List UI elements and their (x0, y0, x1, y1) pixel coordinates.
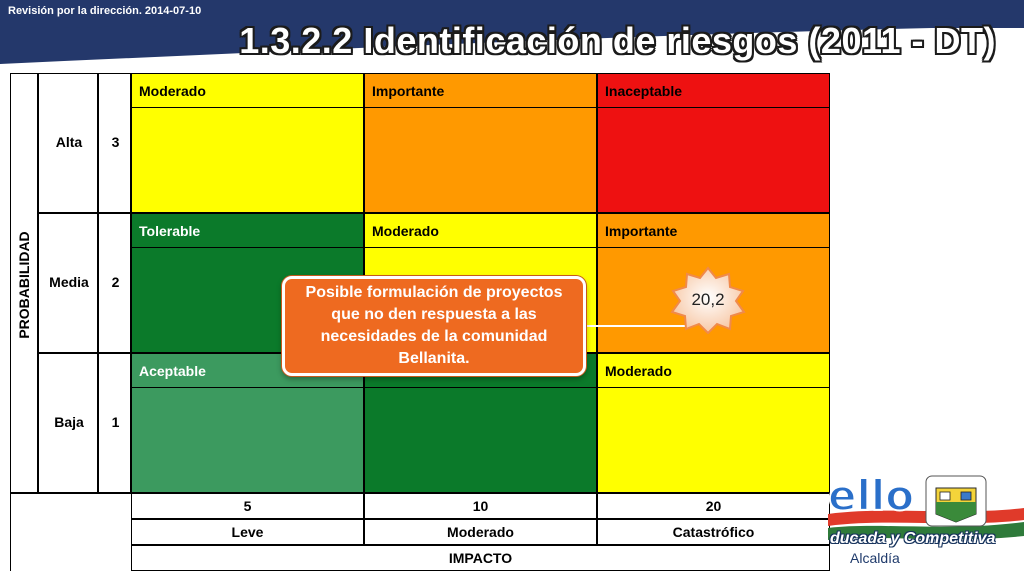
risk-level-label: Moderado (605, 363, 672, 379)
risk-level-label: Inaceptable (605, 83, 683, 99)
probability-level-label: Media (49, 274, 89, 290)
impact-label-1 (131, 519, 364, 545)
risk-cell-header (598, 354, 829, 388)
impact-value: 5 (243, 498, 252, 514)
probability-value: 2 (111, 274, 120, 290)
risk-callout: Posible formulación de proyectos que no den respuesta a las necesidades de la comunidad Bellanita. (282, 276, 586, 376)
risk-badge-value: 20,2 (691, 290, 725, 309)
impact-value-1 (131, 493, 364, 519)
impact-label-3 (597, 519, 830, 545)
impact-label-2 (364, 519, 597, 545)
risk-level-label: Tolerable (139, 223, 201, 239)
probability-level-3 (38, 353, 98, 493)
probability-level-1 (38, 73, 98, 213)
risk-level-label: Importante (605, 223, 678, 239)
impact-label: Leve (231, 524, 264, 540)
risk-level-label: Moderado (372, 223, 439, 239)
probability-value-3 (98, 353, 131, 493)
risk-level-label: Aceptable (139, 363, 206, 379)
risk-level-label: Moderado (139, 83, 206, 99)
impact-value: 20 (705, 498, 722, 514)
risk-cell-1-1 (131, 73, 364, 213)
risk-cell-1-3 (597, 73, 830, 213)
logo-slogan: ducada y Competitiva (830, 530, 996, 547)
impact-value-3 (597, 493, 830, 519)
risk-cell-header (365, 214, 596, 248)
probability-value: 1 (111, 414, 120, 430)
impact-axis-label: IMPACTO (448, 550, 513, 566)
risk-cell-3-3 (597, 353, 830, 493)
logo-brand-text: ello (828, 471, 915, 520)
probability-value: 3 (111, 134, 120, 150)
probability-value-1 (98, 73, 131, 213)
matrix-corner (10, 493, 131, 571)
risk-cell-header (132, 214, 363, 248)
impact-value: 10 (472, 498, 489, 514)
probability-level-2 (38, 213, 98, 353)
logo-alcaldia-text: Alcaldía (850, 550, 900, 566)
slide-title: 1.3.2.2 Identificación de riesgos (2011 - DT) (239, 20, 996, 61)
probability-value-2 (98, 213, 131, 353)
risk-cell-header (598, 74, 829, 108)
risk-cell-header (132, 74, 363, 108)
risk-cell-header (598, 214, 829, 248)
header-label: Revisión por la dirección. 2014-07-10 (8, 5, 202, 17)
impact-label: Moderado (447, 524, 514, 540)
probability-axis-label: PROBABILIDAD (16, 231, 32, 339)
risk-level-label: Importante (372, 83, 445, 99)
impact-label: Catastrófico (672, 524, 755, 540)
risk-cell-1-2 (364, 73, 597, 213)
probability-level-label: Alta (55, 134, 83, 150)
impact-axis-row (131, 545, 830, 571)
probability-level-label: Baja (54, 414, 84, 430)
impact-value-2 (364, 493, 597, 519)
risk-cell-header (365, 74, 596, 108)
